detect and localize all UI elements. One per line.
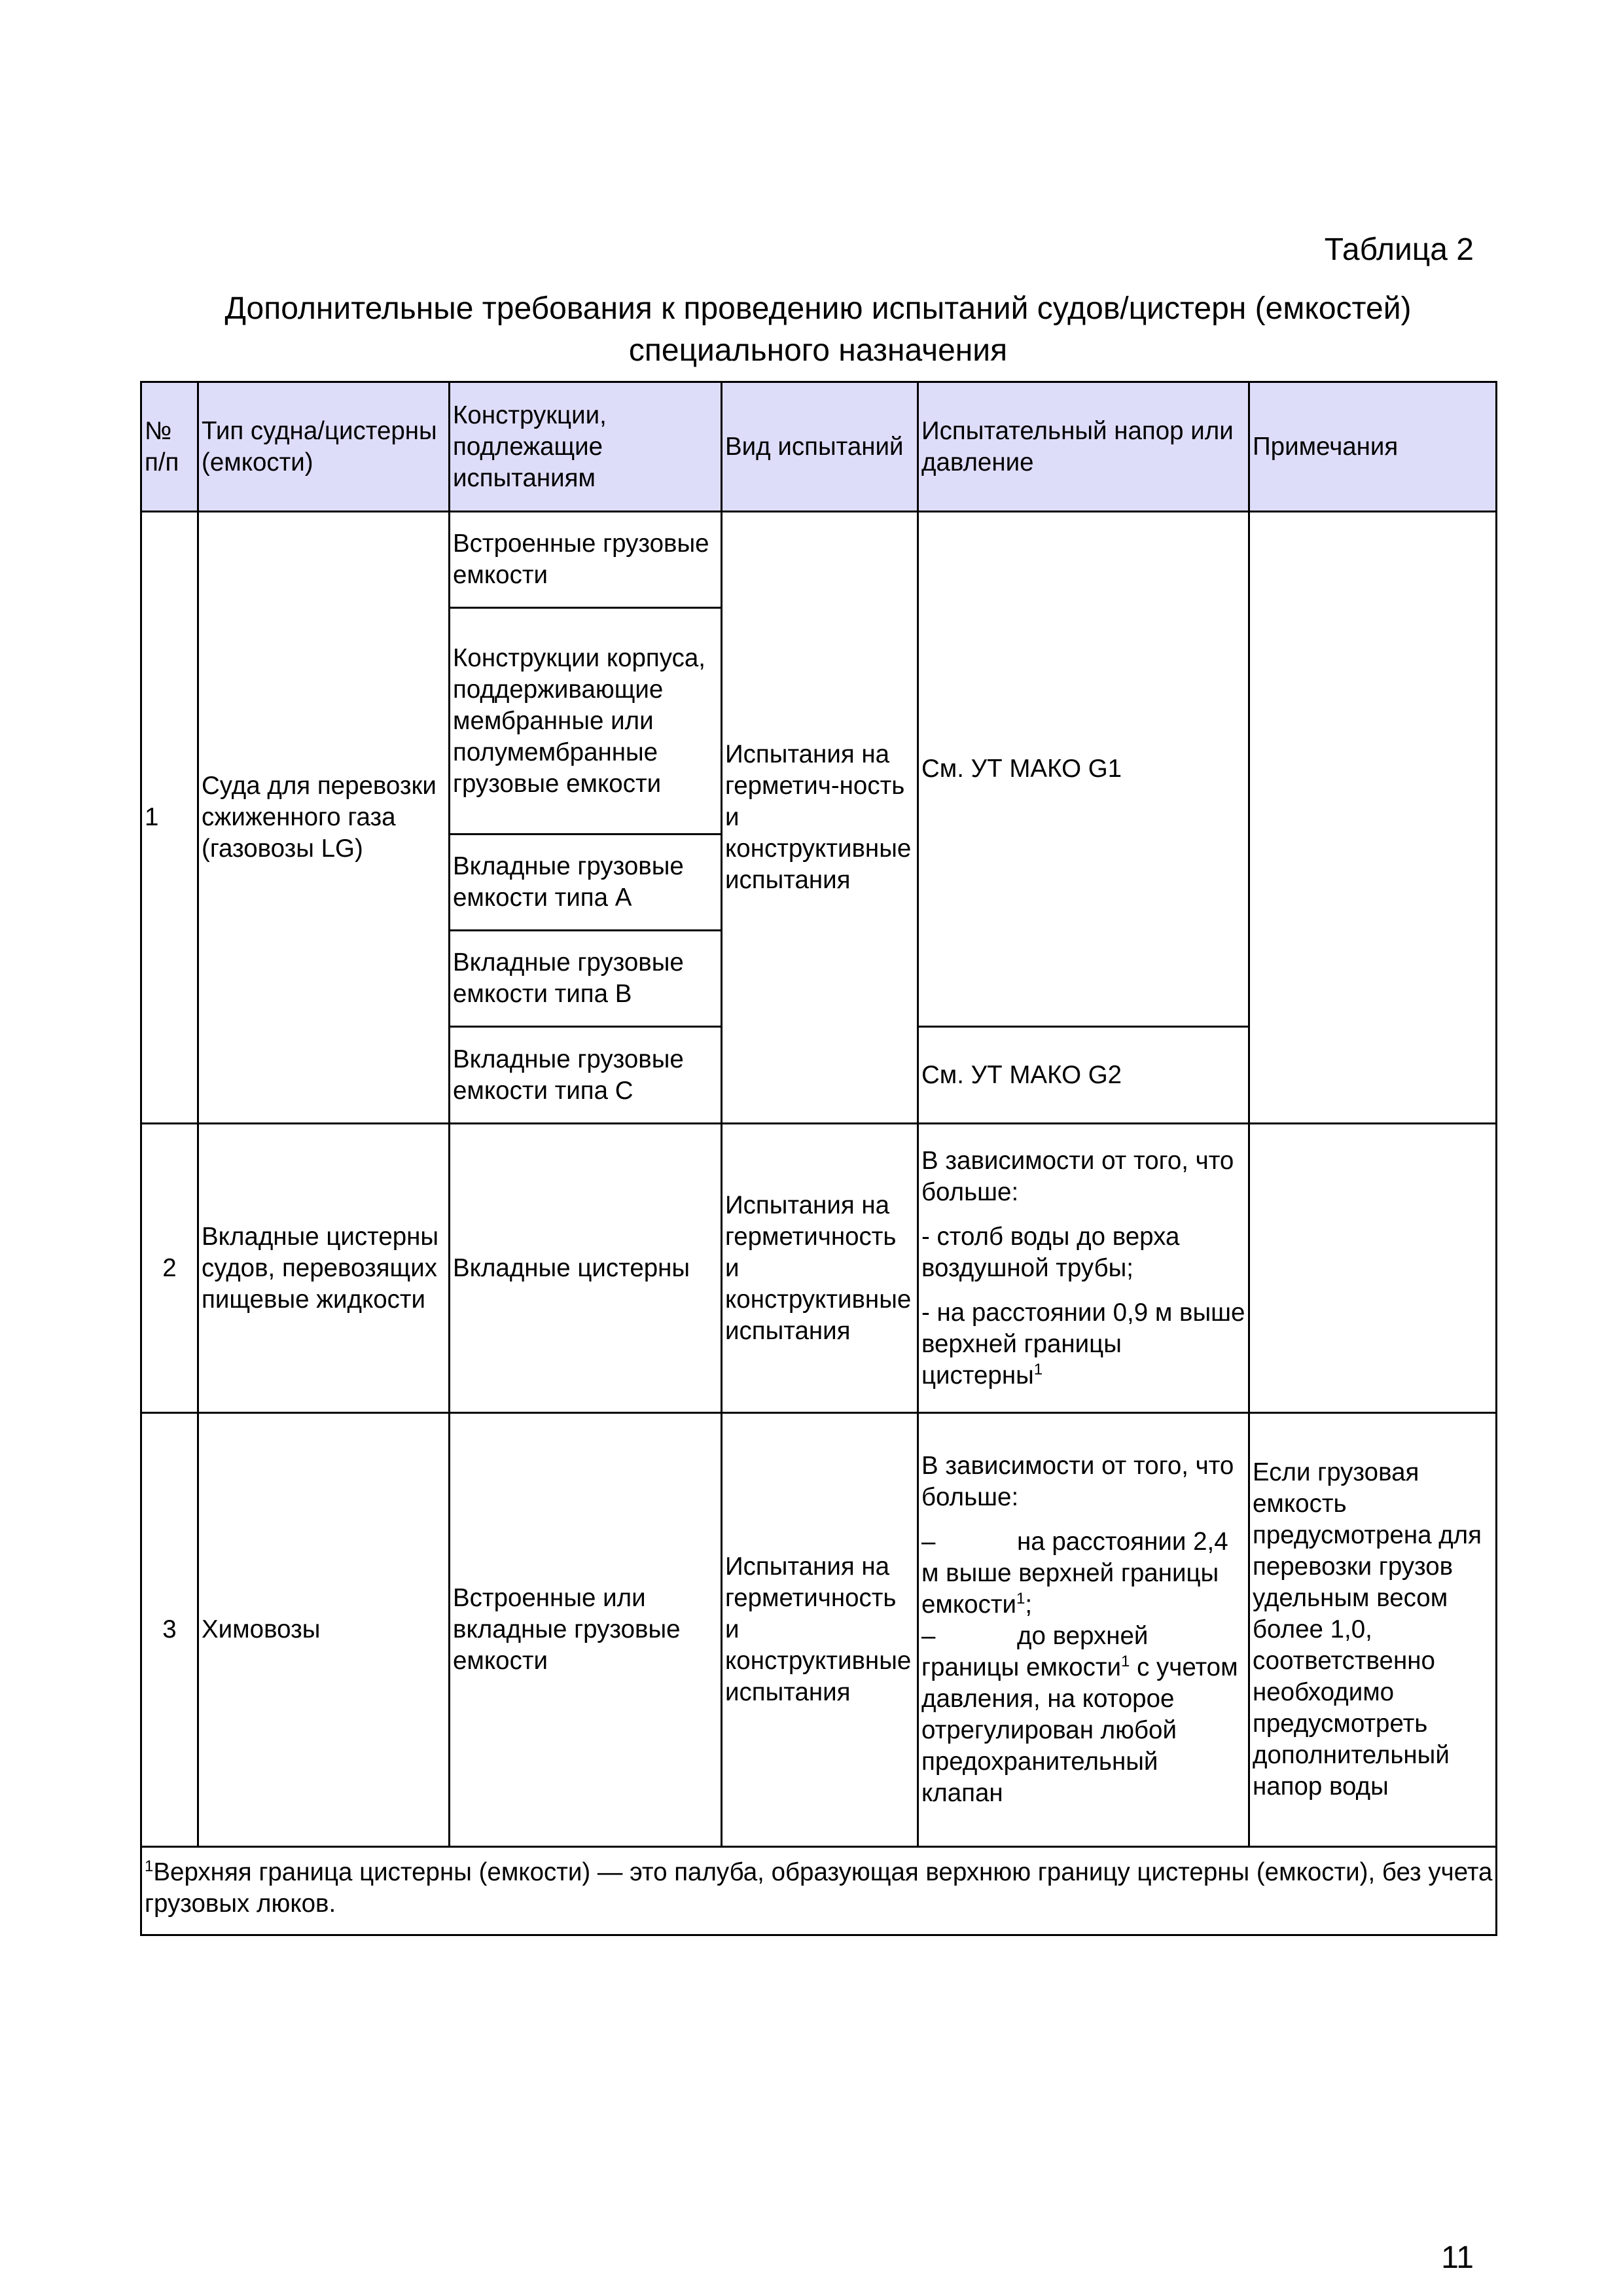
row1-structure-5: Вкладные грузовые емкости типа C [450,1027,722,1124]
row3-pressure-item-2 [921,1621,1245,1809]
row3-pressure-intro: В зависимости от того, что больше: [921,1452,1234,1511]
row1-structure-3: Вкладные грузовые емкости типа A [450,834,722,931]
row3-notes: Если грузовая емкость предусмотрена для перевозки грузов удельным весом более 1,0, соответственно необходимо предусмотреть дополнительный напор воды [1249,1413,1497,1847]
footnote [141,1847,1497,1935]
page-number: 11 [1441,2240,1474,2275]
row3-item-2-text: до верхней границы емкости [921,1622,1149,1681]
row3-item-1-end: ; [1025,1590,1033,1619]
row1-structure-2: Конструкции корпуса, поддерживающие мембранные или полумембранные грузовые емкости [450,608,722,834]
footnote-ref: 1 [1121,1653,1130,1671]
row3-item-2-end: с учетом давления, на которое отрегулирован любой предохранительный клапан [921,1653,1238,1807]
header-test: Вид испытаний [722,382,918,512]
row2-pressure [918,1124,1249,1413]
row1-test: Испытания на герметич-ность и конструктивные испытания [722,512,918,1124]
row1-pressure-2: См. УТ МАКО G2 [918,1027,1249,1124]
header-structures: Конструкции, подлежащие испытаниям [450,382,722,512]
row2-pressure-intro: В зависимости от того, что больше: [921,1146,1234,1206]
table-title [131,288,1505,372]
footnote-ref: 1 [1033,1360,1043,1378]
table-row [141,1124,1497,1413]
row2-type: Вкладные цистерны судов, перевозящих пищевые жидкости [198,1124,450,1413]
row2-structures: Вкладные цистерны [450,1124,722,1413]
table-header-row [141,382,1497,512]
row3-structures: Встроенные или вкладные грузовые емкости [450,1413,722,1847]
row1-structure-4: Вкладные грузовые емкости типа B [450,931,722,1027]
row2-pressure-item-1: - столб воды до верха воздушной трубы; [921,1222,1180,1282]
row1-notes [1249,512,1497,1124]
table-label: Таблица 2 [1324,232,1474,267]
row3-pressure [918,1413,1249,1847]
row2-pressure-item-2-text: - на расстоянии 0,9 м выше верхней границы цистерны [921,1298,1245,1390]
table-row [141,512,1497,608]
footnote-row [141,1847,1497,1935]
header-pressure: Испытательный напор или давление [918,382,1249,512]
row3-item-1-text: на расстоянии 2,4 м выше верхней границы емкости [921,1528,1228,1619]
row1-num: 1 [141,512,198,1124]
row1-structure-1: Встроенные грузовые емкости [450,512,722,608]
row3-test: Испытания на герметичность и конструктивные испытания [722,1413,918,1847]
row3-dash-2: – [921,1622,936,1650]
header-notes: Примечания [1249,382,1497,512]
row3-dash-1: – [921,1528,936,1556]
row3-num: 3 [141,1413,198,1847]
header-type: Тип судна/цистерны (емкости) [198,382,450,512]
title-line-1: Дополнительные требования к проведению испытаний судов/цистерн (емкостей) [224,291,1412,326]
footnote-ref: 1 [1016,1590,1026,1608]
header-num: № п/п [141,382,198,512]
row3-pressure-item-1 [921,1526,1245,1621]
requirements-table [140,381,1497,1936]
row1-type: Суда для перевозки сжиженного газа (газовозы LG) [198,512,450,1124]
table-row [141,1413,1497,1847]
title-line-2: специального назначения [628,333,1008,368]
row1-pressure-1: См. УТ МАКО G1 [918,512,1249,1027]
row2-num: 2 [141,1124,198,1413]
row2-notes [1249,1124,1497,1413]
footnote-text: Верхняя граница цистерны (емкости) — это палуба, образующая верхнюю границу цистерны (емкости), без учета грузовых люков. [145,1858,1493,1918]
footnote-marker: 1 [145,1857,154,1876]
row2-test: Испытания на герметичность и конструктивные испытания [722,1124,918,1413]
row2-pressure-item-2 [921,1297,1245,1391]
row3-type: Химовозы [198,1413,450,1847]
